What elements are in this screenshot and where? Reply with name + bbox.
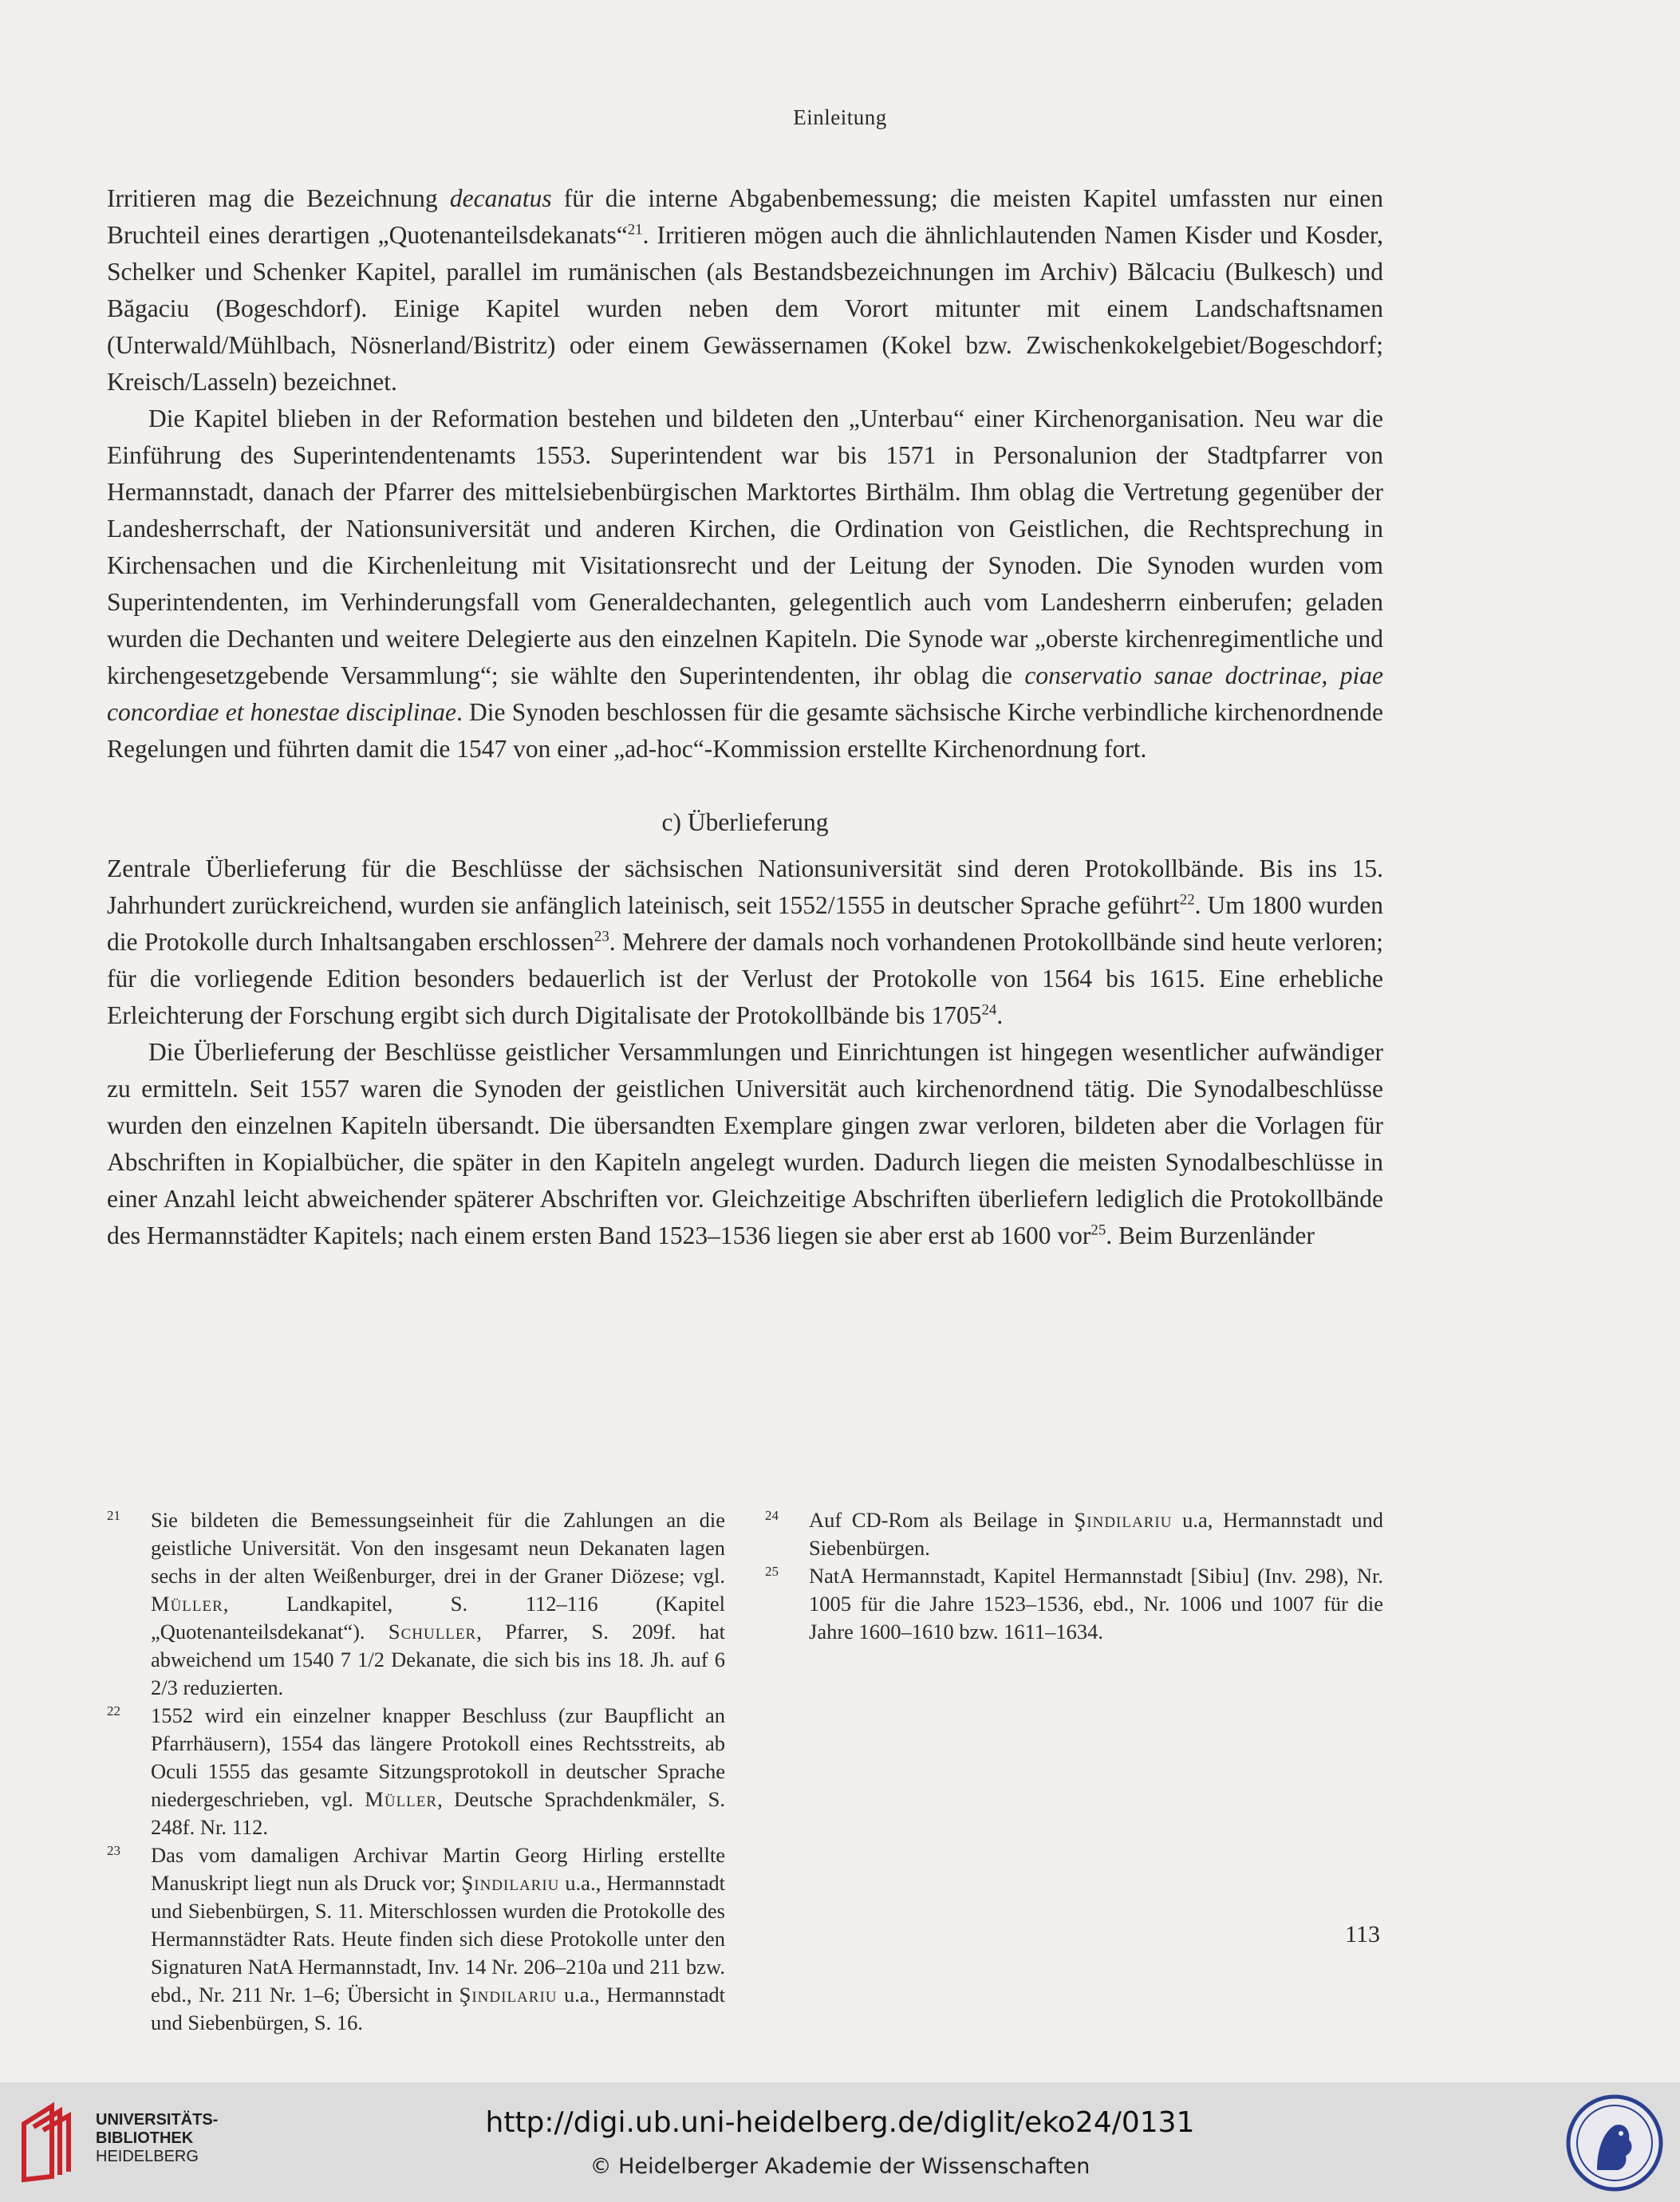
footnote-column-left xyxy=(107,1506,725,2037)
text-run: Auf CD-Rom als Beilage in xyxy=(809,1508,1075,1532)
permalink[interactable]: http://digi.ub.uni-heidelberg.de/diglit/eko24/0131 xyxy=(485,2106,1195,2139)
author-name: Müller xyxy=(365,1787,438,1811)
footnote-ref: 22 xyxy=(1179,891,1195,909)
text-run: . Die Synoden beschlossen für die gesamte sächsische Kirche verbindliche kirchenordnende Regelungen und führten damit die 1547 von einer „ad-hoc“-Kommission erstellte Kirchenordnung fort. xyxy=(107,698,1383,763)
text-run: 1552 wird ein einzelner knapper Beschluss (zur Baupflicht an Pfarrhäusern), 1554 das längere Protokoll eines Rechtsstreits, ab Oculi 1555 das gesamte Sitzungsprotokoll in deutscher Sprache niedergeschrieben, vgl. xyxy=(151,1703,725,1811)
footnote-ref: 21 xyxy=(627,221,643,239)
footnotes xyxy=(107,1506,1383,2037)
text-run: , Deutsche Sprachdenkmäler, S. 248f. Nr. 112. xyxy=(151,1787,725,1839)
footnote-22 xyxy=(107,1702,725,1841)
text-run: Das vom damaligen Archivar Martin Georg Hirling erstellte Manuskript liegt nun als Druck vor; xyxy=(151,1843,725,1895)
text-run: . Um 1800 wurden die Protokolle durch Inhaltsangaben erschlossen xyxy=(107,891,1383,956)
text-run: Die Kapitel blieben in der Reformation bestehen und bildeten den „Unterbau“ einer Kirchenorganisation. Neu war die Einführung des Superintendentenamts 1553. Superintendent war bis 1571 in Personalunion der Stadtpfarrer von Hermannstadt, danach der Pfarrer des mittelsiebenbürgischen Marktortes Birthälm. Ihm oblag die Vertretung gegenüber der Landesherrschaft, der Nationsuniversität und anderen Kirchen, die Ordination von Geistlichen, die Rechtsprechung in Kirchensachen und die Kirchenleitung mit Visitationsrecht und der Leitung der Synoden. Die Synoden wurden vom Superintendenten, im Verhinderungsfall vom Generaldechanten, gelegentlich auch vom Landesherrn einberufen; geladen wurden die Dechanten und weitere Delegierte aus den einzelnen Kapiteln. Die Synode war „oberste kirchenregimentliche und kirchengesetzgebende Versammlung“; sie wählte den Superintendenten, ihr oblag die xyxy=(107,404,1383,689)
section-heading: c) Überlieferung xyxy=(661,808,829,836)
footnote-21 xyxy=(107,1506,725,1702)
text-run: Zentrale Überlieferung für die Beschlüsse der sächsischen Nationsuniversität sind deren Protokollbände. Bis ins 15. Jahrhundert zurückreichend, wurden sie anfänglich lateinisch, seit 1552/1555 in deutscher Sprache geführt xyxy=(107,854,1383,919)
footnote-25 xyxy=(765,1562,1383,1646)
main-text xyxy=(107,180,1383,1254)
page-number: 113 xyxy=(1345,1921,1380,1947)
footnote-ref: 23 xyxy=(594,928,609,945)
text-run: . Irritieren mögen auch die ähnlichlautenden Namen Kisder und Kosder, Schelker und Schenker Kapitel, parallel im rumänischen (als Bestandsbezeichnungen im Archiv) Bălcaciu (Bulkesch) und Băgaciu (Bogeschdorf). Einige Kapitel wurden neben dem Vorort mitunter mit einem Landschaftsnamen (Unterwald/Mühlbach, Nösnerland/Bistritz) oder einem Gewässernamen (Kokel bzw. Zwischenkokelgebiet/Bogeschdorf; Kreisch/Lasseln) bezeichnet. xyxy=(107,221,1383,396)
author-name: Schuller xyxy=(388,1620,477,1644)
latin-term: decanatus xyxy=(449,184,552,212)
text-run: Die Überlieferung der Beschlüsse geistlicher Versammlungen und Einrichtungen ist hingegen wesentlicher aufwändiger zu ermitteln. Seit 1557 waren die Synoden der geistlichen Universität auch kirchenordnend tätig. Die Synodalbeschlüsse wurden den einzelnen Kapiteln übersandt. Die übersandten Exemplare gingen zwar verloren, bildeten aber die Vorlagen für Abschriften in Kopialbücher, die später in den Kapiteln angelegt wurden. Dadurch liegen die meisten Synodalbeschlüsse in einer Anzahl leicht abweichender späterer Abschriften vor. Gleichzeitige Abschriften überliefern lediglich die Protokollbände des Hermannstädter Kapitels; nach einem ersten Band 1523–1536 liegen sie aber erst ab 1600 vor xyxy=(107,1038,1383,1249)
footnote-column-right xyxy=(765,1506,1383,2037)
footnote-23 xyxy=(107,1841,725,2037)
author-name: Müller xyxy=(151,1592,223,1616)
library-name-line: HEIDELBERG xyxy=(96,2148,199,2165)
footnote-number: 23 xyxy=(107,1843,120,1858)
running-head: Einleitung xyxy=(793,105,887,129)
text-run: . Mehrere der damals noch vorhandenen Protokollbände sind heute verloren; für die vorliegende Edition besonders bedauerlich ist der Verlust der Protokolle von 1564 bis 1615. Eine erhebliche Erleichterung der Forschung ergibt sich durch Digitalisate der Protokollbände bis 1705 xyxy=(107,928,1384,1029)
text-run: , Pfarrer, S. 209f. hat abweichend um 1540 7 1/2 Dekanate, die sich bis ins 18. Jh. auf 6 2/3 reduzierten. xyxy=(151,1620,726,1699)
paragraph xyxy=(107,850,1383,1034)
text-run: . xyxy=(996,1001,1004,1029)
author-name: Şindilariu xyxy=(1074,1508,1173,1532)
paragraph xyxy=(107,1034,1383,1254)
footnote-number: 24 xyxy=(765,1508,779,1523)
text-run: Sie bildeten die Bemessungseinheit für die Zahlungen an die geistliche Universität. Von den insgesamt neun Dekanaten lagen sechs in der alten Weißenburger, drei in der Graner Diözese; vgl. xyxy=(151,1508,725,1588)
author-name: Şindilariu xyxy=(459,1983,558,2007)
paragraph xyxy=(107,180,1383,401)
text-run: NatA Hermannstadt, Kapitel Hermannstadt [Sibiu] (Inv. 298), Nr. 1005 für die Jahre 1523–1536, ebd., Nr. 1006 und 1007 für die Jahre 1600–1610 bzw. 1611–1634. xyxy=(809,1564,1383,1644)
text-run: u.a, Hermannstadt und Siebenbürgen. xyxy=(809,1508,1383,1560)
footnote-number: 22 xyxy=(107,1703,120,1719)
footnote-24 xyxy=(765,1506,1383,1562)
copyright-notice: © Heidelberger Akademie der Wissenschaften xyxy=(590,2154,1090,2179)
footnote-number: 21 xyxy=(107,1508,120,1523)
text-run: u.a., Hermannstadt und Siebenbürgen, S. 11. Miterschlossen wurden die Protokolle des Hermannstädter Rats. Heute finden sich diese Protokolle unter den Signaturen NatA Hermannstadt, Inv. 14 Nr. 206–210a und 211 bzw. ebd., Nr. 211 Nr. 1–6; Übersicht in xyxy=(151,1871,725,2007)
text-run: für die interne Abgabenbemessung; die meisten Kapitel umfassten nur einen Bruchteil eines derartigen „Quotenanteilsdekanats“ xyxy=(107,184,1383,249)
footnote-number: 25 xyxy=(765,1564,779,1579)
viewer-footer-bar xyxy=(0,2082,1680,2202)
text-run: Irritieren mag die Bezeichnung xyxy=(107,184,450,212)
library-name-line: BIBLIOTHEK xyxy=(96,2129,194,2147)
latin-phrase: conservatio sanae doctrinae, piae concordiae et honestae disciplinae xyxy=(107,661,1383,726)
footnote-ref: 24 xyxy=(981,1001,997,1019)
text-run: u.a., Hermannstadt und Siebenbürgen, S. 16. xyxy=(151,1983,725,2034)
footnote-ref: 25 xyxy=(1090,1221,1106,1239)
academy-seal-icon[interactable] xyxy=(1565,2093,1664,2192)
text-run: . Beim Burzenländer xyxy=(1106,1221,1315,1249)
paragraph xyxy=(107,401,1383,768)
text-run: , Landkapitel, S. 112–116 (Kapitel „Quotenanteilsdekanat“). xyxy=(151,1592,725,1644)
library-name-line: UNIVERSITÄTS- xyxy=(96,2111,219,2129)
author-name: Şindilariu xyxy=(461,1871,560,1895)
